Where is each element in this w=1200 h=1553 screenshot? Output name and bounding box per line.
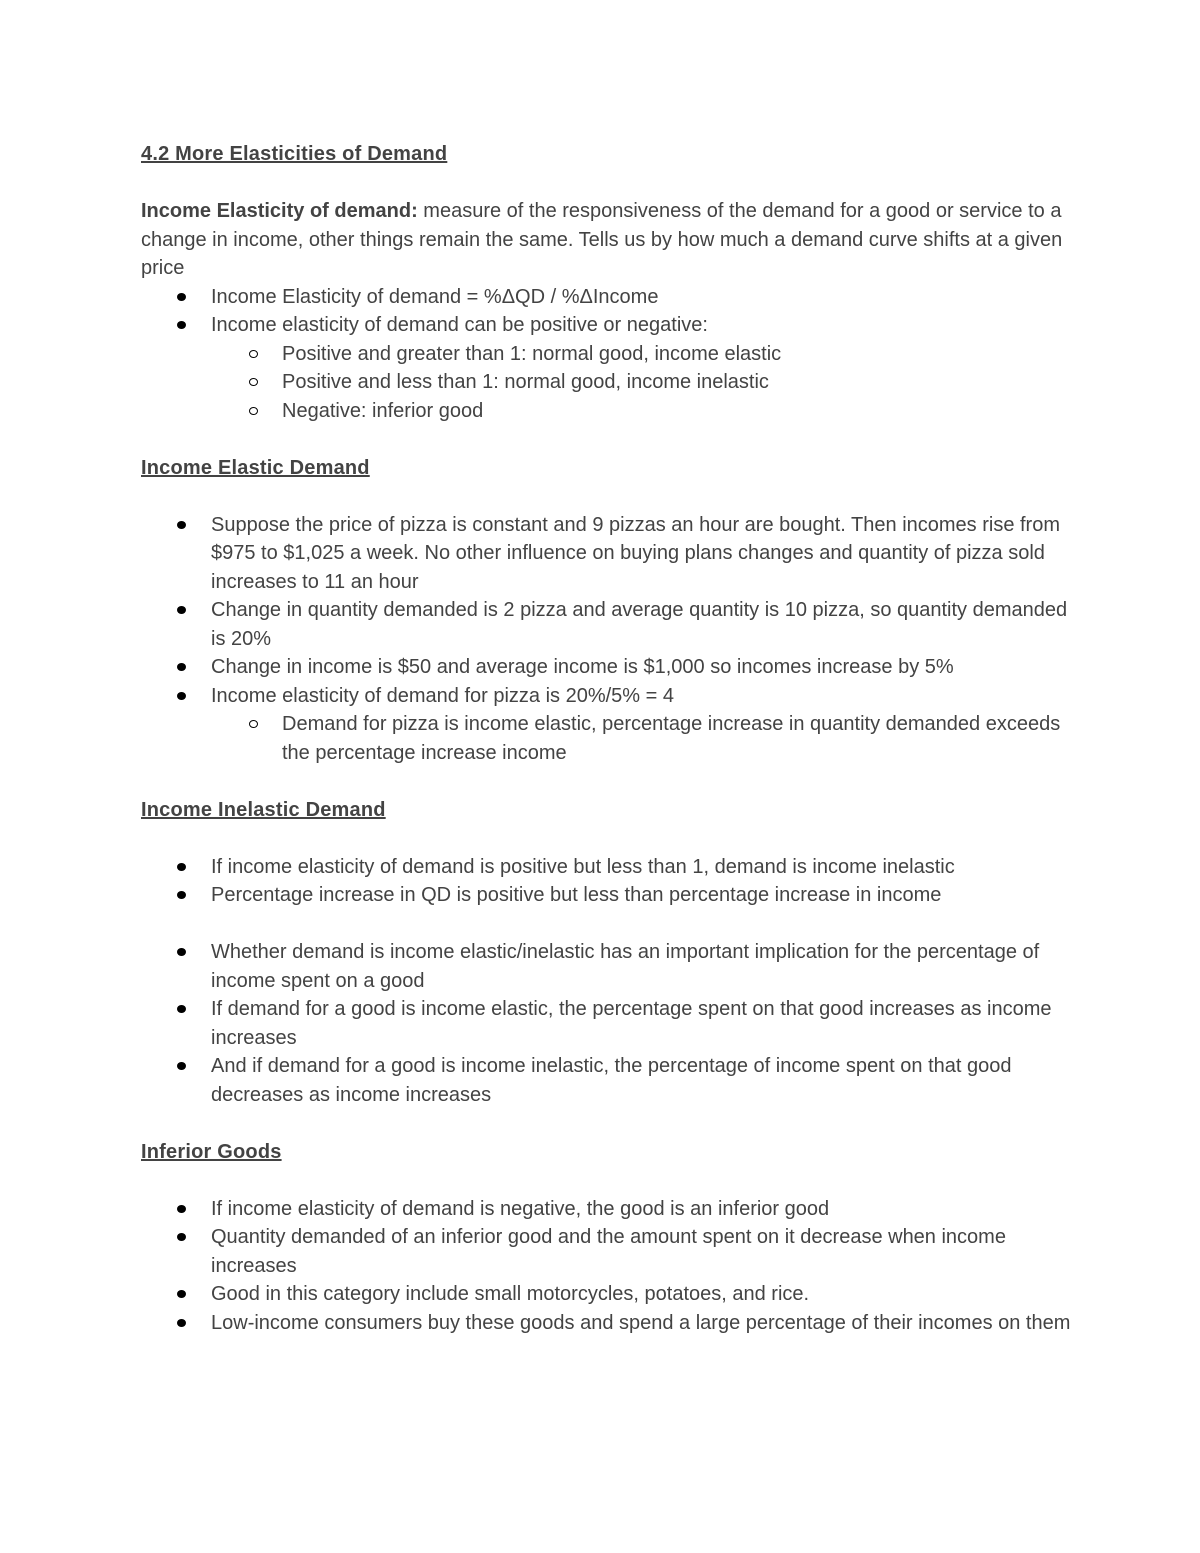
- list-item: [211, 1280, 1071, 1309]
- spacer: [141, 169, 1071, 198]
- list-item-text: And if demand for a good is income inelastic, the percentage of income spent on that good decreases as income increases: [211, 1055, 1012, 1106]
- sub-list-item: [282, 340, 1071, 369]
- list-item: [211, 1052, 1071, 1109]
- bullet-dot-icon: [177, 891, 186, 899]
- list-item: [211, 653, 1071, 682]
- list-item-text: Percentage increase in QD is positive but less than percentage increase in income: [211, 884, 942, 906]
- section-heading-elastic: Income Elastic Demand: [141, 456, 370, 479]
- bullet-dot-icon: [177, 948, 186, 956]
- bullet-dot-icon: [177, 863, 186, 871]
- list-item-text: Income Elasticity of demand = %ΔQD / %ΔIncome: [211, 285, 659, 308]
- bullet-circle-icon: [249, 407, 258, 415]
- bullet-dot-icon: [177, 1062, 186, 1070]
- spacer: [141, 824, 1071, 853]
- list-item: [211, 682, 1071, 768]
- list-item-text: Low-income consumers buy these goods and spend a large percentage of their incomes on them: [211, 1311, 1071, 1334]
- sub-list-item: [282, 368, 1071, 397]
- section-heading-inferior: Inferior Goods: [141, 1140, 282, 1163]
- sub-list-item-text: Positive and less than 1: normal good, income inelastic: [282, 371, 769, 393]
- bullet-dot-icon: [177, 1233, 186, 1241]
- section-heading-inelastic: Income Inelastic Demand: [141, 798, 386, 821]
- spacer: [141, 425, 1071, 454]
- bullet-dot-icon: [177, 1005, 186, 1013]
- list-item: [211, 1223, 1071, 1280]
- bullet-dot-icon: [177, 663, 186, 671]
- spacer: [141, 1109, 1071, 1138]
- intro-definition: measure of the responsiveness of the demand for a good or service to a change in income, other things remain the same. Tells us by how much a demand curve shifts at a given price: [141, 200, 1063, 279]
- bullet-circle-icon: [249, 378, 258, 386]
- elastic-bullet-list: [141, 511, 1071, 768]
- bullet-dot-icon: [177, 606, 186, 614]
- list-item-text: Change in income is $50 and average income is $1,000 so incomes increase by 5%: [211, 656, 954, 678]
- list-item: [211, 283, 1071, 312]
- list-item: [211, 596, 1071, 653]
- list-item-text: If demand for a good is income elastic, the percentage spent on that good increases as income increases: [211, 998, 1052, 1049]
- inferior-bullet-list: [141, 1195, 1071, 1338]
- intro-paragraph: [141, 197, 1071, 283]
- sub-list-item-text: Positive and greater than 1: normal good, income elastic: [282, 342, 782, 365]
- list-item: [211, 995, 1071, 1052]
- list-item-text: Good in this category include small motorcycles, potatoes, and rice.: [211, 1283, 810, 1305]
- list-item: [211, 881, 1071, 910]
- intro-sub-list: [211, 340, 1071, 426]
- sub-list-item-text: Demand for pizza is income elastic, percentage increase in quantity demanded exceeds the percentage increase income: [282, 713, 1061, 764]
- list-item: [211, 1195, 1071, 1224]
- spacer: [141, 482, 1071, 511]
- sub-list-item-text: Negative: inferior good: [282, 399, 484, 422]
- inelastic-bullet-list-b: [141, 938, 1071, 1109]
- document-page: [141, 140, 1071, 1337]
- spacer: [141, 1166, 1071, 1195]
- bullet-circle-icon: [249, 350, 258, 358]
- bullet-circle-icon: [249, 720, 258, 728]
- list-item: [211, 311, 1071, 425]
- bullet-dot-icon: [177, 321, 186, 329]
- list-item-text: Income elasticity of demand for pizza is 20%/5% = 4: [211, 684, 675, 707]
- inelastic-bullet-list-a: [141, 853, 1071, 910]
- bullet-dot-icon: [177, 1290, 186, 1298]
- intro-bullet-list: [141, 283, 1071, 426]
- list-item: [211, 853, 1071, 882]
- list-item-text: Quantity demanded of an inferior good and the amount spent on it decrease when income increases: [211, 1226, 1006, 1277]
- bullet-dot-icon: [177, 692, 186, 700]
- intro-term: Income Elasticity of demand:: [141, 200, 418, 222]
- list-item-text: Whether demand is income elastic/inelastic has an important implication for the percentage of income spent on a good: [211, 941, 1040, 992]
- list-item: [211, 938, 1071, 995]
- elastic-sub-list: [211, 710, 1071, 767]
- bullet-dot-icon: [177, 521, 186, 529]
- sub-list-item: [282, 397, 1071, 426]
- spacer: [141, 910, 1071, 939]
- list-item-text: Suppose the price of pizza is constant and 9 pizzas an hour are bought. Then incomes rise from $975 to $1,025 a week. No other influence on buying plans changes and quantity of pizza sold increases to 11 an hour: [211, 513, 1061, 593]
- sub-list-item: [282, 710, 1071, 767]
- spacer: [141, 767, 1071, 796]
- bullet-dot-icon: [177, 1205, 186, 1213]
- bullet-dot-icon: [177, 1319, 186, 1327]
- list-item: [211, 1309, 1071, 1338]
- bullet-dot-icon: [177, 293, 186, 301]
- list-item-text: Change in quantity demanded is 2 pizza and average quantity is 10 pizza, so quantity demanded is 20%: [211, 599, 1068, 650]
- page-title: 4.2 More Elasticities of Demand: [141, 143, 448, 165]
- list-item-text: If income elasticity of demand is negative, the good is an inferior good: [211, 1197, 830, 1220]
- list-item: [211, 511, 1071, 597]
- list-item-text: If income elasticity of demand is positive but less than 1, demand is income inelastic: [211, 855, 955, 878]
- list-item-text: Income elasticity of demand can be positive or negative:: [211, 314, 708, 336]
